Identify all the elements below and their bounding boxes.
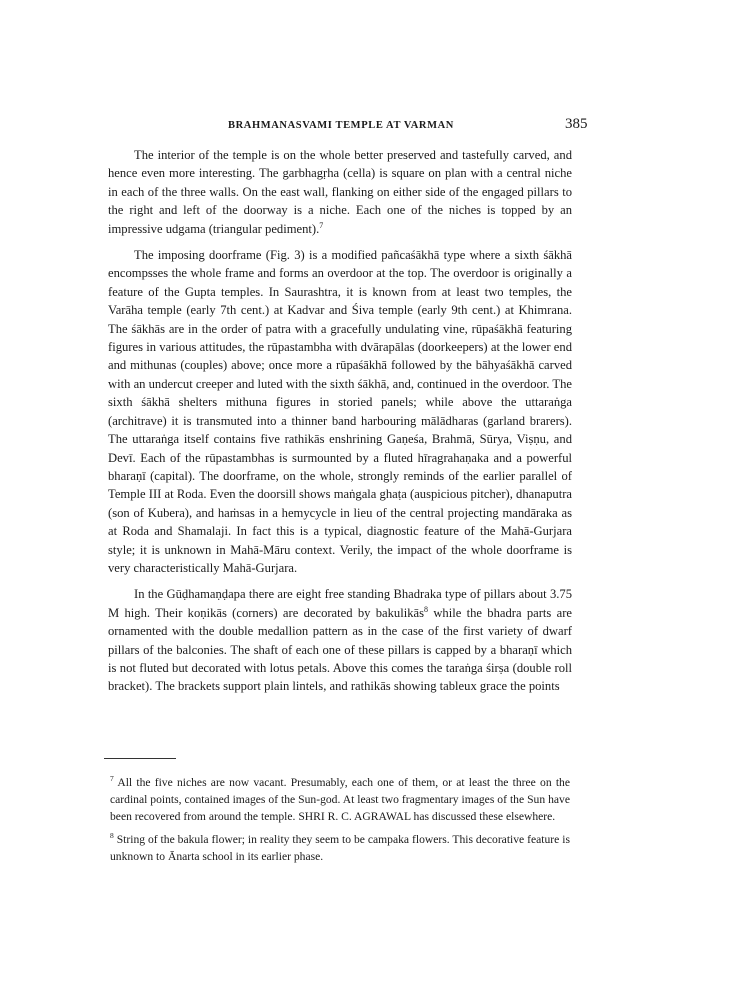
paragraph: The interior of the temple is on the whole better preserved and tastefully carved, and hence even more interesting. The garbhagṛha (cella) is square on plan with a central niche in each of the three walls. On the east wall, flanking on either side of the engaged pillars to the right and left of the doorway is a niche. Each one of the niches is topped by an impressive udgama (triangular pediment).$^7$ — [108, 148, 572, 236]
body-text — [108, 146, 572, 704]
footnote: $^7$ All the five niches are now vacant. Presumably, each one of them, or at least the three on the cardinal points, contained images of the Sun-god. At least two fragmentary images of the Sun have been recovered from around the temple. SHRI R. C. AGRAWAL has discussed these elsewhere. — [110, 774, 570, 823]
footnote-ref: 8 — [424, 604, 428, 614]
footnote-ref: 7 — [319, 220, 324, 230]
paragraph: The imposing doorframe (Fig. 3) is a modified pañcaśākhā type where a sixth śākhā encompsses the whole frame and forms an overdoor at the top. The overdoor is originally a feature of the Gupta temples. In Saurashtra, it is known from at least two temples, the Varāha temple (early 7th cent.) at Kadvar and Śiva temple (early 9th cent.) at Khimrana. The śākhās are in the order of patra with a gracefully undulating vine, rūpaśākhā featuring figures in various attitudes, the rūpastambha with dvārapālas (doorkeepers) at the lower end and mithunas (couples) above; once more a rūpaśākhā followed by the bāhyaśākhā carved with an undercut creeper and luted with the sixth śākhā, and, continued in the overdoor. The sixth śākhā shelters mithuna figures in storied panels; while above the uttaraṅga (architrave) it is transmuted into a thinner band harbouring mālādharas (garland brarers). The uttaraṅga itself contains five rathikās enshrining Gaṇeśa, Brahmā, Sūrya, Viṣṇu, and Devī. Each of the rūpastambhas is surmounted by a fluted hīragrahaṇaka and a powerful bharaṇī (capital). The doorframe, on the whole, strongly reminds of the earlier parallel of Temple III at Roda. Even the doorsill shows maṅgala ghaṭa (auspicious pitcher), dhanaputra (son of Kubera), and haṁsas in a hemycycle in lieu of the central projecting mandāraka as at Roda and Shamalaji. In fact this is a typical, diagnostic feature of the Mahā-Gurjara style; it is unknown in Mahā-Māru context. Verily, the impact of the whole doorframe is very characteristically Mahā-Gurjara. — [108, 248, 572, 575]
paragraph: In the Gūḍhamaṇḍapa there are eight free standing Bhadraka type of pillars about 3.75 M high. Their koṇikās (corners) are decorated by bakulikās$^8$ while the bhadra parts are ornamented with the double medallion pattern as in the case of the first variety of dwarf pillars of the balconies. The shaft of each one of these pillars is capped by a bharaṇī which is not fluted but decorated with lotus petals. Above this comes the taraṅga śirṣa (double roll bracket). The brackets support plain lintels, and rathikās showing tableux grace the points — [108, 587, 572, 694]
footnotes — [110, 770, 570, 867]
running-title: BRAHMANASVAMI TEMPLE AT VARMAN — [228, 120, 454, 131]
page-number: 385 — [565, 116, 588, 132]
footnote: $^8$ String of the bakula flower; in reality they seem to be campaka flowers. This decorative feature is unknown to Ānarta school in its earlier phase. — [110, 830, 570, 863]
footnote-rule — [104, 758, 176, 759]
